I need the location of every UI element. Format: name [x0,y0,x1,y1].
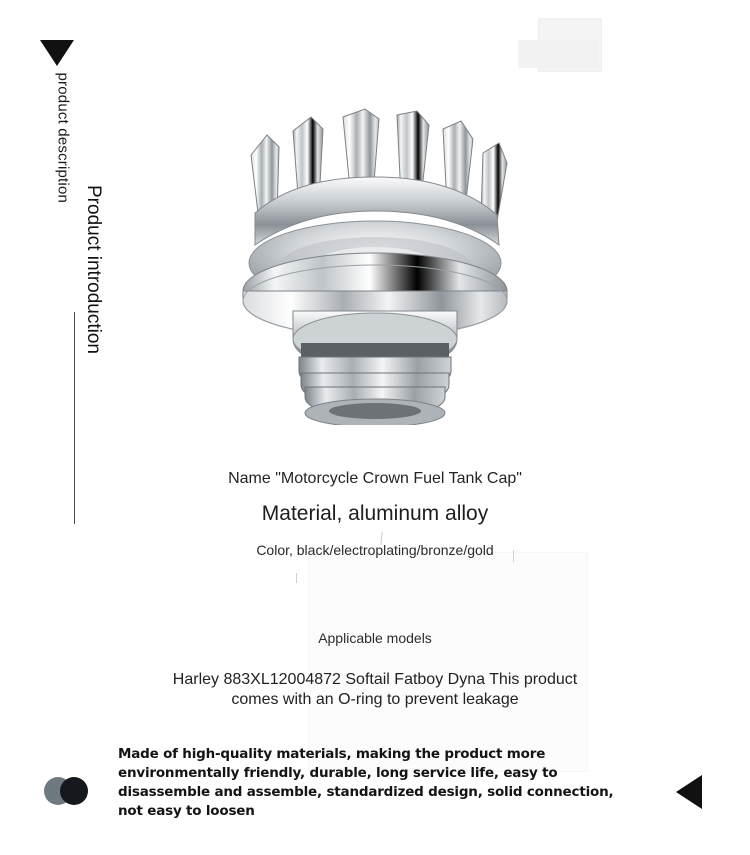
applicable-models-text: Harley 883XL12004872 Softail Fatboy Dyna This product comes with an O-ring to prevent leakage [172,671,578,709]
triangle-left-icon[interactable] [676,775,702,809]
applicable-models-heading: Applicable models [318,630,432,646]
color-swatch-group[interactable] [44,777,92,805]
product-color-line: Color, black/electroplating/bronze/gold [256,542,494,558]
product-details-block [0,470,750,822]
product-material-line: Material, aluminum alloy [261,502,489,525]
decorative-ghost-box-secondary [518,40,598,68]
sidebar-label-product-introduction: Product introduction [83,185,104,354]
color-swatch-dark[interactable] [60,777,88,805]
product-name-line: Name "Motorcycle Crown Fuel Tank Cap" [228,470,522,487]
decorative-tick-three [296,573,297,583]
triangle-down-icon[interactable] [40,40,74,66]
product-highlight-paragraph: Made of high-quality materials, making the product more environmentally friendly, durable, long service life, easy to disassemble and assemble, standardized design, solid connection, not easy to loosen [118,745,614,820]
sidebar-vertical-labels [38,72,104,484]
decorative-tick-two [513,550,514,562]
sidebar-rail [38,34,104,454]
product-image [215,95,535,425]
sidebar-label-product-description: product description [54,72,72,204]
